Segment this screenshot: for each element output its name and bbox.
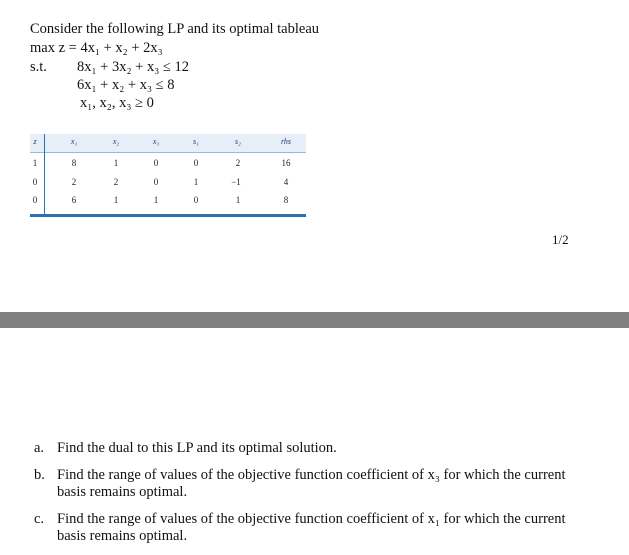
tableau-cell: 0 [153,158,159,168]
objective-function: max z = 4x₁ + x₂ + 2x₃ [30,40,163,56]
question-letter: b. [34,467,45,483]
tableau-cell: 2 [71,177,77,187]
tableau-cell: 1 [113,195,119,205]
tableau-cell: 2 [235,158,241,168]
tableau-cell: 2 [113,177,119,187]
question-letter: c. [34,511,45,527]
tableau-cell: 8 [71,158,77,168]
nonnegativity-constraint: x₁, x₂, x₃ ≥ 0 [80,95,154,111]
tableau-header-x3: x₃ [152,137,160,146]
tableau-header-s1: s₁ [193,137,199,146]
question-c [34,511,594,545]
tableau-cell: 1 [32,158,38,168]
question-text: Find the range of values of the objective function coefficient of x₃ for which the current basis remains optimal. [57,467,566,500]
tableau-cell: 0 [32,177,38,187]
tableau-header-rule [30,152,306,153]
tableau-header-rhs: rhs [280,137,292,146]
tableau-cell: 1 [193,177,199,187]
question-a [34,440,594,457]
tableau-cell: 8 [283,195,289,205]
page-divider [0,312,629,328]
tableau-bottom-rule [30,214,306,217]
question-text: Find the dual to this LP and its optimal solution. [57,440,337,456]
tableau-header-x2: x₂ [112,137,120,146]
tableau-cell: 0 [153,177,159,187]
tableau-header-s2: s₂ [235,137,241,146]
tableau-cell: 1 [153,195,159,205]
tableau-cell: 1 [235,195,241,205]
tableau-cell: 1 [113,158,119,168]
tableau-cell: 0 [193,158,199,168]
problem-intro: Consider the following LP and its optimal tableau [30,21,320,37]
tableau-cell: 16 [281,158,291,168]
question-text: Find the range of values of the objective function coefficient of x₁ for which the current basis remains optimal. [57,511,566,544]
page-number: 1/2 [552,232,569,247]
tableau-cell: 4 [283,177,289,187]
tableau-cell: −1 [231,177,241,187]
tableau-cell: 6 [71,195,77,205]
tableau-header-x1: x₁ [70,137,78,146]
question-list [34,440,594,555]
question-b [34,467,594,501]
tableau-header-z: z [33,137,37,146]
constraint-2: 6x₁ + x₂ + x₃ ≤ 8 [77,77,175,93]
optimal-tableau [30,134,306,218]
tableau-cell: 0 [193,195,199,205]
tableau-cell: 0 [32,195,38,205]
subject-to-label: s.t. [30,59,47,75]
constraint-1: 8x₁ + 3x₂ + x₃ ≤ 12 [77,59,189,75]
question-letter: a. [34,440,45,456]
